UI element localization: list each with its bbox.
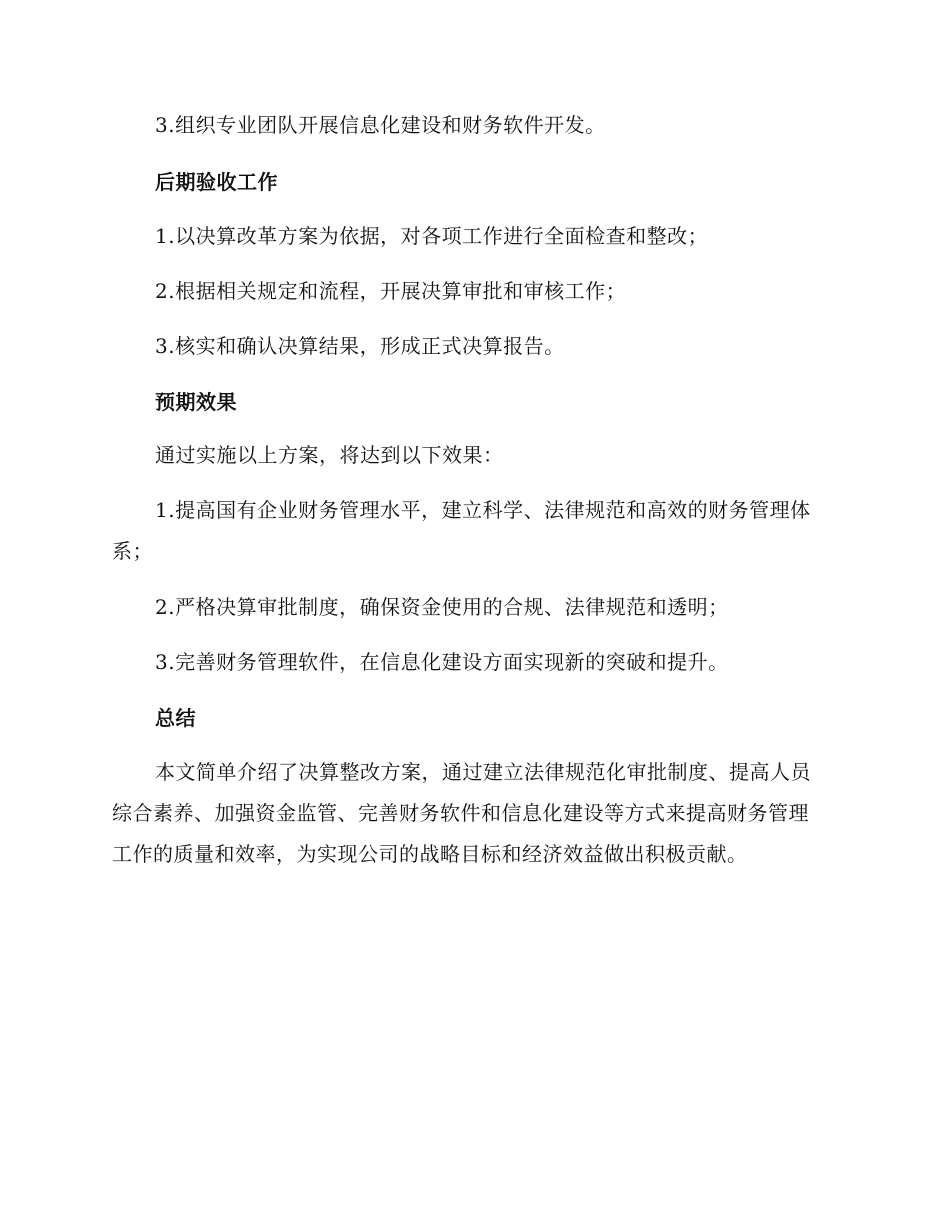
paragraph-effect-1: 1.提高国有企业财务管理水平，建立科学、法律规范和高效的财务管理体系； <box>112 498 811 563</box>
paragraph-inspection: 1.以决算改革方案为依据，对各项工作进行全面检查和整改； <box>155 224 709 248</box>
paragraph-approval: 2.根据相关规定和流程，开展决算审批和审核工作； <box>155 279 627 303</box>
heading-later-acceptance: 后期验收工作 <box>155 170 278 194</box>
heading-summary: 总结 <box>155 706 196 730</box>
paragraph-effects-intro: 通过实施以上方案，将达到以下效果： <box>155 443 504 467</box>
paragraph-effect-2: 2.严格决算审批制度，确保资金使用的合规、法律规范和透明； <box>155 595 729 619</box>
heading-expected-effects: 预期效果 <box>155 390 237 414</box>
paragraph-final-report: 3.核实和确认决算结果，形成正式决算报告。 <box>155 334 565 358</box>
paragraph-summary: 本文简单介绍了决算整改方案，通过建立法律规范化审批制度、提高人员综合素养、加强资金监管、完善财务软件和信息化建设等方式来提高财务管理工作的质量和效率，为实现公司的战略目标和经济效益做出积极贡献。 <box>112 760 811 866</box>
paragraph-software-development: 3.组织专业团队开展信息化建设和财务软件开发。 <box>155 113 606 137</box>
paragraph-effect-3: 3.完善财务管理软件，在信息化建设方面实现新的突破和提升。 <box>155 650 729 674</box>
